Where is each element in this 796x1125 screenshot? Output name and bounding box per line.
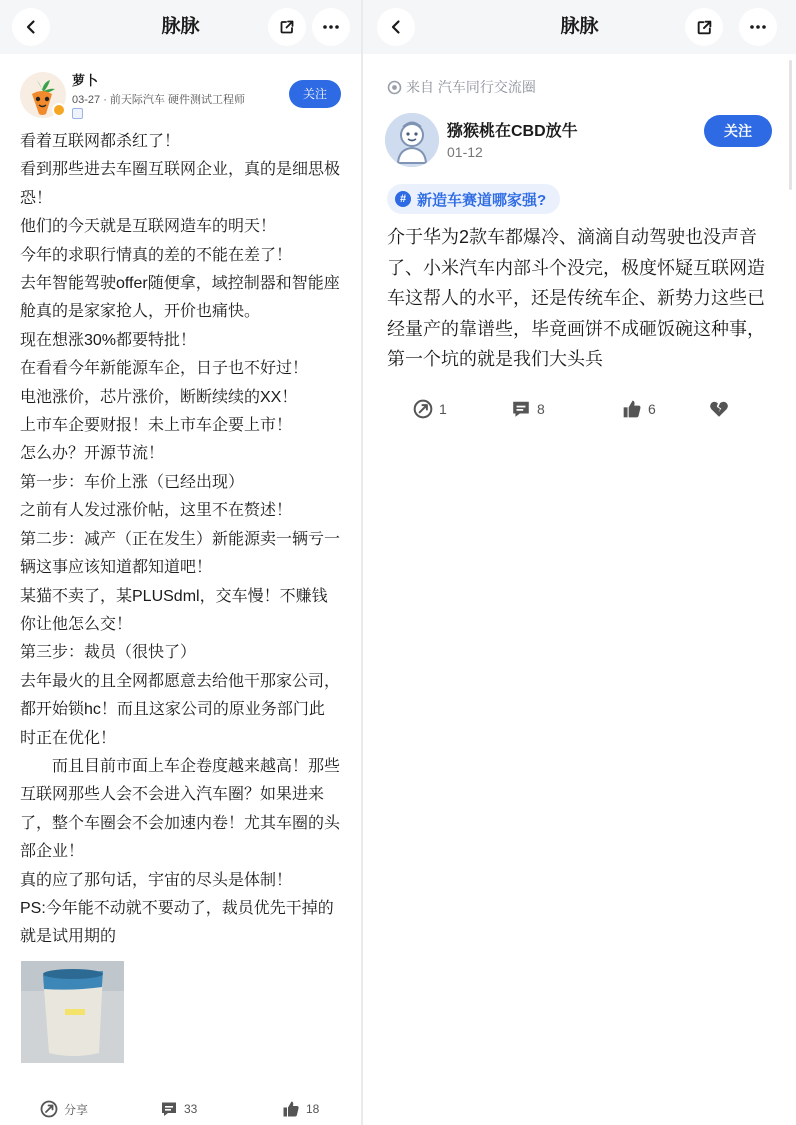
author-name[interactable]: 萝卜	[72, 73, 99, 88]
post-body	[20, 128, 340, 952]
more-button[interactable]	[312, 8, 350, 46]
post-line: 去年最火的且全网都愿意去给他干那家公司，都开始锁hc！而且这家公司的原业务部门此时正在优化！	[20, 672, 341, 747]
post-line: 在看看今年新能源车企，日子也不好过！	[20, 360, 309, 378]
chevron-left-icon	[23, 19, 39, 35]
back-button[interactable]	[12, 8, 50, 46]
back-button[interactable]	[377, 8, 415, 46]
like-count: 6	[648, 401, 656, 417]
comment-count: 8	[537, 401, 545, 417]
comment-action[interactable]	[160, 1096, 197, 1122]
share-icon	[413, 399, 433, 419]
post-image[interactable]	[21, 961, 124, 1063]
more-dots-icon	[322, 24, 340, 30]
scrollbar[interactable]	[789, 60, 792, 190]
post-body: 介于华为2款车都爆冷、滴滴自动驾驶也没声音了、小米汽车内部斗个没完，极度怀疑互联网造车这帮人的水平，还是传统车企、新势力这些已经量产的靠谱些，毕竟画饼不成砸饭碗这种事，第一个坑的就是我们大头兵	[387, 227, 765, 369]
comment-icon	[511, 399, 531, 419]
follow-button[interactable]: 关注	[289, 80, 341, 108]
post-line: 某猫不卖了，某PLUSdml，交车慢！不赚钱你让他怎么交！	[20, 587, 328, 633]
post-date: 01-12	[447, 144, 483, 160]
comment-icon	[160, 1100, 178, 1118]
more-dots-icon	[749, 24, 767, 30]
dislike-action[interactable]	[709, 396, 735, 422]
page-title: 脉脉	[560, 16, 599, 37]
post-line: 上市车企要财报！未上市车企要上市！	[20, 417, 293, 435]
post-line: 去年智能驾驶offer随便拿，域控制器和智能座舱真的是家家抢人，开价也痛快。	[20, 275, 340, 321]
share-action[interactable]	[40, 1096, 88, 1122]
left-post-panel	[0, 0, 361, 1125]
author-name[interactable]: 猕猴桃在CBD放牛	[447, 123, 578, 140]
verified-icon	[72, 108, 83, 119]
top-bar	[363, 0, 796, 54]
share-label: 分享	[64, 1102, 89, 1117]
share-button[interactable]	[268, 8, 306, 46]
post-line: 看着互联网都杀红了！	[20, 133, 181, 150]
topic-label: 新造车赛道哪家强?	[417, 191, 547, 209]
post-line: 怎么办？开源节流！	[20, 445, 165, 463]
post-line: 今年的求职行情真的差的不能在差了！	[20, 246, 293, 264]
post-line: 他们的今天就是互联网造车的明天！	[20, 218, 277, 236]
thumbs-up-icon	[282, 1100, 300, 1118]
source-circle-link[interactable]	[387, 77, 536, 97]
cup-photo	[21, 961, 124, 1063]
circle-target-icon	[387, 80, 402, 95]
post-line: PS:今年能不动就不要动了，裁员优先干掉的就是试用期的	[20, 899, 334, 946]
follow-button[interactable]: 关注	[704, 115, 772, 147]
post-line: 看到那些进去车圈互联网企业，真的是细思极恐！	[20, 161, 341, 207]
share-external-icon	[279, 19, 295, 35]
post-line: 真的应了那句话，宇宙的尽头是体制！	[20, 871, 293, 889]
right-action-bar	[363, 396, 796, 422]
comment-action[interactable]	[511, 396, 545, 422]
thumbs-up-icon	[622, 399, 642, 419]
post-line: 而且目前市面上车企卷度越来越高！那些互联网那些人会不会进入汽车圈？如果进来了，整个车圈会不会加速内卷！尤其车圈的头部企业！	[20, 757, 341, 861]
comment-count: 33	[184, 1102, 198, 1116]
left-action-bar	[0, 1096, 361, 1122]
hashtag-icon: #	[395, 191, 411, 207]
post-line: 第一步：车价上涨（已经出现）	[20, 473, 245, 491]
post-line: 第二步：减产（正在发生）新能源卖一辆亏一辆这事应该知道都知道吧！	[20, 530, 341, 577]
chevron-left-icon	[388, 19, 404, 35]
post-line: 第三步：裁员（很快了）	[20, 644, 197, 662]
top-bar	[0, 0, 361, 54]
post-line: 电池涨价，芯片涨价，断断续续的XX！	[20, 388, 298, 406]
share-count: 1	[439, 401, 447, 417]
like-count: 18	[306, 1102, 320, 1116]
share-action[interactable]	[413, 396, 447, 422]
share-icon	[40, 1100, 58, 1118]
author-meta: 03-27 · 前天际汽车 硬件测试工程师	[72, 94, 245, 106]
page-title: 脉脉	[161, 16, 200, 37]
share-button[interactable]	[685, 8, 723, 46]
level-badge	[52, 103, 66, 117]
default-user-avatar-icon	[385, 113, 439, 167]
like-action[interactable]	[622, 396, 656, 422]
broken-heart-icon	[709, 399, 729, 419]
like-action[interactable]	[282, 1096, 319, 1122]
post-line: 现在想涨30%都要特批！	[20, 331, 197, 349]
more-button[interactable]	[739, 8, 777, 46]
avatar[interactable]	[385, 113, 439, 167]
topic-tag[interactable]	[387, 184, 560, 214]
source-label: 来自 汽车同行交流圈	[406, 79, 536, 95]
share-external-icon	[696, 19, 713, 36]
post-line: 之前有人发过涨价帖，这里不在赘述！	[20, 502, 293, 520]
right-post-panel	[363, 0, 796, 1125]
